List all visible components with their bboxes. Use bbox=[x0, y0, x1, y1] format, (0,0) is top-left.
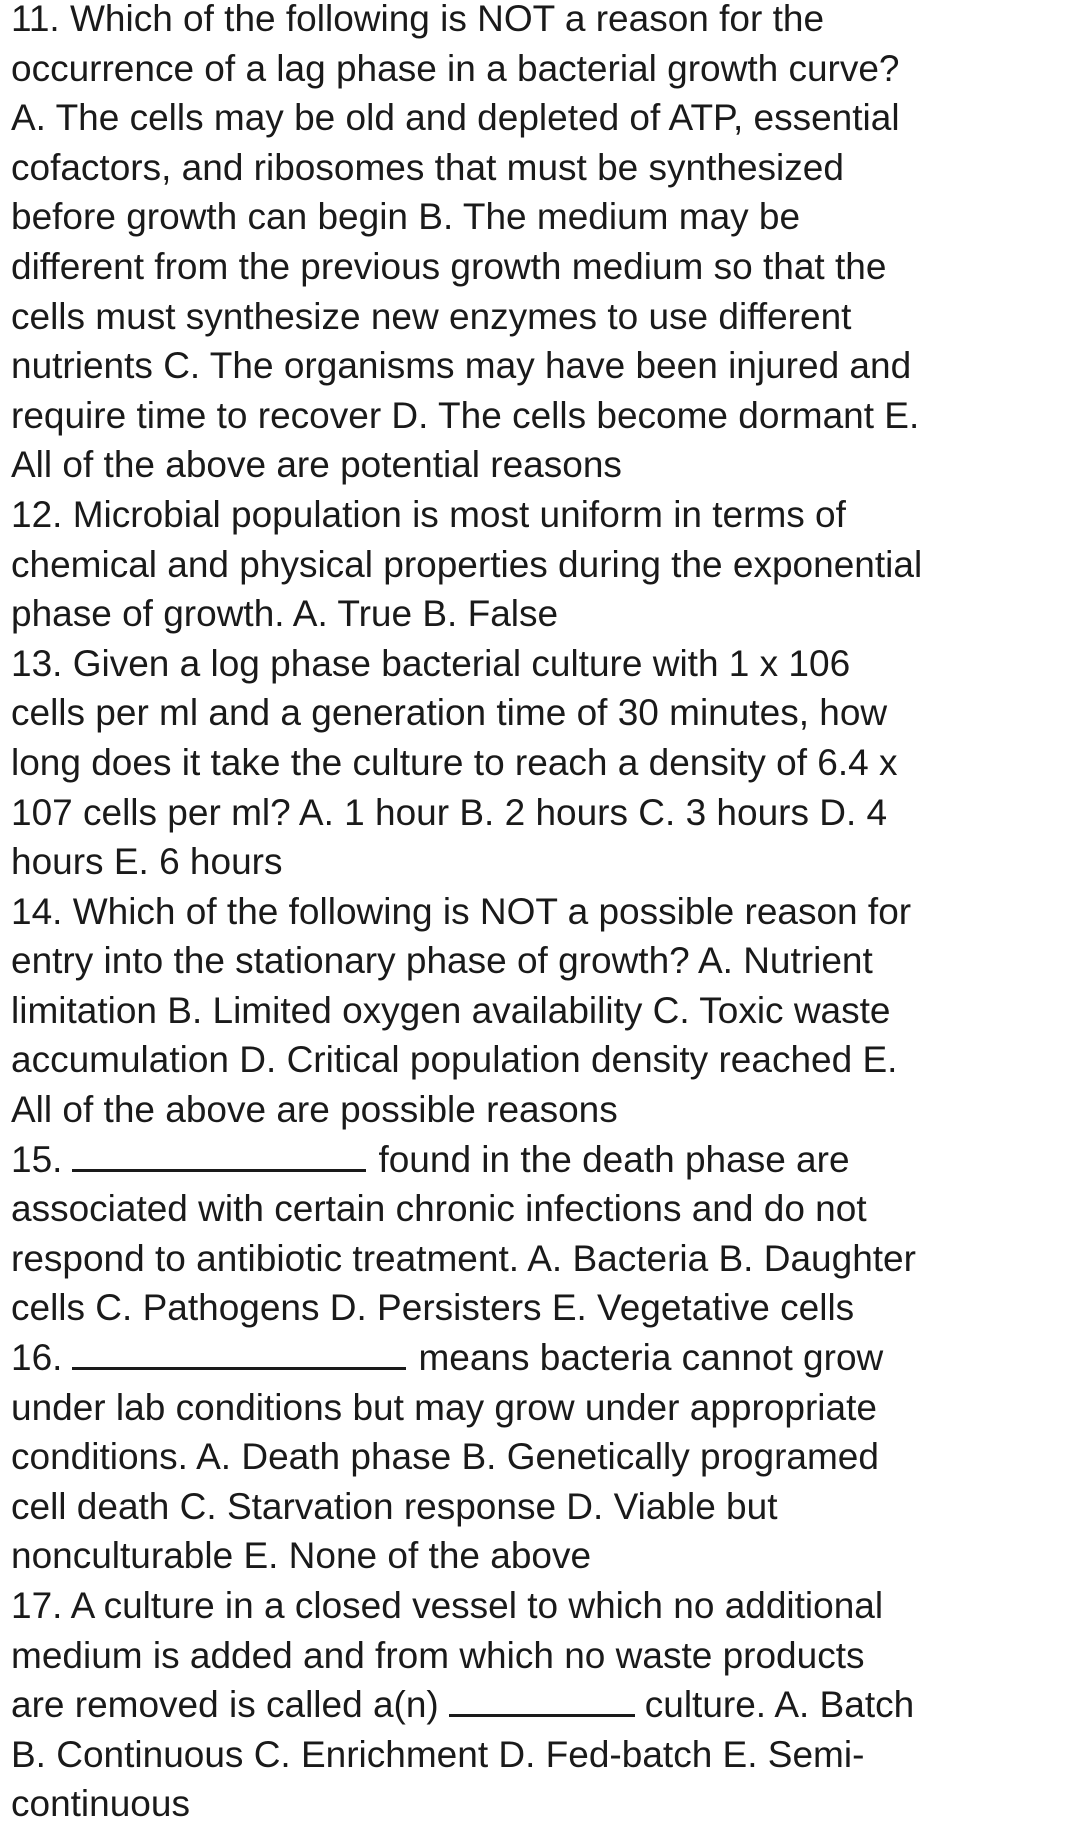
text-line: cofactors, and ribosomes that must be synthesized bbox=[11, 146, 844, 188]
text-fragment: means bacteria cannot grow bbox=[418, 1337, 884, 1379]
text-fragment: found in the death phase are bbox=[378, 1138, 850, 1180]
answer-blank bbox=[72, 1141, 366, 1172]
text-line: associated with certain chronic infections and do not bbox=[11, 1188, 867, 1230]
text-line: cells must synthesize new enzymes to use different bbox=[11, 295, 852, 337]
question-document bbox=[11, 0, 1061, 1829]
text-line: under lab conditions but may grow under appropriate bbox=[11, 1386, 877, 1428]
text-line: medium is added and from which no waste products bbox=[11, 1634, 865, 1676]
text-line: A. The cells may be old and depleted of ATP, essential bbox=[11, 97, 900, 139]
text-line: nonculturable E. None of the above bbox=[11, 1535, 592, 1577]
text-line: respond to antibiotic treatment. A. Bacteria B. Daughter bbox=[11, 1237, 916, 1279]
text-line: nutrients C. The organisms may have been injured and bbox=[11, 345, 912, 387]
text-line: before growth can begin B. The medium may be bbox=[11, 196, 801, 238]
answer-blank bbox=[72, 1339, 406, 1370]
text-line: 13. Given a log phase bacterial culture with 1 x 106 bbox=[11, 642, 851, 684]
text-line: hours E. 6 hours bbox=[11, 841, 283, 883]
text-line-with-blank bbox=[11, 1333, 1061, 1383]
text-line: chemical and physical properties during the exponential bbox=[11, 543, 923, 585]
text-line: All of the above are potential reasons bbox=[11, 444, 622, 486]
text-line: 17. A culture in a closed vessel to which no additional bbox=[11, 1585, 884, 1626]
text-line: cells per ml and a generation time of 30 minutes, how bbox=[11, 692, 888, 734]
text-line: cell death C. Starvation response D. Viable but bbox=[11, 1485, 778, 1527]
text-fragment: culture. A. Batch bbox=[644, 1684, 915, 1726]
question-number: 15. bbox=[11, 1138, 63, 1180]
text-line-with-blank bbox=[11, 1135, 1061, 1185]
text-fragment: are removed is called a(n) bbox=[11, 1684, 439, 1726]
text-line: different from the previous growth medium so that the bbox=[11, 245, 887, 287]
text-line: require time to recover D. The cells become dormant E. bbox=[11, 394, 920, 436]
text-line-with-blank bbox=[11, 1680, 1061, 1730]
text-line: continuous bbox=[11, 1783, 190, 1825]
text-line: 12. Microbial population is most uniform in terms of bbox=[11, 493, 846, 535]
question-number: 16. bbox=[11, 1337, 63, 1379]
text-line: limitation B. Limited oxygen availability C. Toxic waste bbox=[11, 989, 891, 1031]
text-line: 107 cells per ml? A. 1 hour B. 2 hours C. 3 hours D. 4 bbox=[11, 791, 888, 833]
text-line: phase of growth. A. True B. False bbox=[11, 593, 559, 635]
text-line: occurrence of a lag phase in a bacterial growth curve? bbox=[11, 47, 900, 89]
text-line: B. Continuous C. Enrichment D. Fed-batch E. Semi- bbox=[11, 1733, 865, 1775]
text-line: entry into the stationary phase of growth? A. Nutrient bbox=[11, 940, 873, 982]
text-line: All of the above are possible reasons bbox=[11, 1089, 618, 1131]
answer-blank bbox=[449, 1686, 635, 1717]
text-line: 14. Which of the following is NOT a possible reason for bbox=[11, 890, 912, 932]
text-line: 11. Which of the following is NOT a reason for the bbox=[11, 0, 825, 39]
text-line: cells C. Pathogens D. Persisters E. Vegetative cells bbox=[11, 1287, 855, 1329]
text-line: long does it take the culture to reach a density of 6.4 x bbox=[11, 741, 898, 783]
text-line: conditions. A. Death phase B. Genetically programed bbox=[11, 1436, 879, 1478]
text-line: accumulation D. Critical population density reached E. bbox=[11, 1039, 898, 1081]
